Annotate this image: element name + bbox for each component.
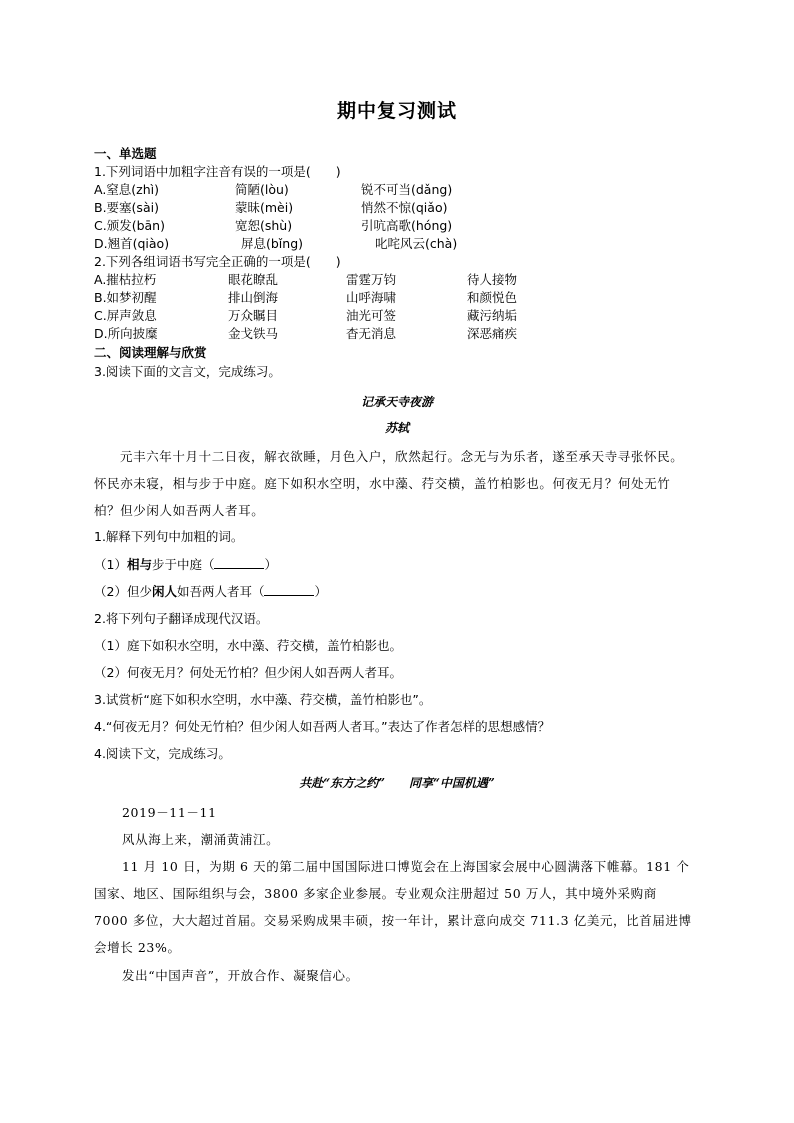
sub1-b-prefix: （2）但少 [94,584,152,599]
sub1-b-close: ） [314,584,327,599]
sub1-a-close: ） [264,557,277,572]
q1-b-1: B.要塞(sài) [94,200,159,215]
q2-b-4: 和颜悦色 [467,290,518,305]
sub-question-4: 4.“何夜无月？何处无竹柏？但少闲人如吾两人者耳。”表达了作者怎样的思想感情？ [94,719,551,734]
q1-c-3: 引吭高歌(hóng) [361,218,453,233]
q1-a-1: A.窒息(zhì) [94,182,160,197]
sub-question-1-b [94,583,327,601]
q2-b-3: 山呼海啸 [346,290,397,305]
q2-d-2: 金戈铁马 [228,326,279,341]
q1-b-2: 蒙昧(mèi) [235,200,294,215]
answer-blank[interactable] [264,583,314,596]
q2-c-3: 油光可签 [346,308,397,323]
q1-d-3: 叱咤风云(chà) [375,236,458,251]
sub1-b-suffix: 如吾两人者耳（ [176,584,265,599]
sub1-b-bold-word: 闲人 [151,584,177,599]
q2-c-1: C.屏声敛息 [94,308,157,323]
sub-question-3: 3.试赏析“庭下如积水空明，水中藻、荇交横，盖竹柏影也”。 [94,692,432,707]
section-heading-reading: 二、阅读理解与欣赏 [94,345,207,360]
sub-question-2-a: （1）庭下如积水空明，水中藻、荇交横，盖竹柏影也。 [94,638,402,653]
q1-c-2: 宽恕(shù) [235,218,293,233]
sub1-a-suffix: 步于中庭（ [151,557,215,572]
q2-a-4: 待人接物 [467,272,518,287]
sub-question-1-a [94,556,277,574]
section-heading-single-choice: 一、单选题 [94,146,157,161]
article-title: 共赴“东方之约” 同享“中国机遇” [299,776,495,790]
sub1-a-prefix: （1） [94,557,127,572]
q2-a-3: 雷霆万钧 [346,272,397,287]
q1-a-3: 锐不可当(dǎng) [361,182,453,197]
q2-a-1: A.摧枯拉朽 [94,272,157,287]
classic-author: 苏轼 [384,421,409,435]
sub-question-2-b: （2）何夜无月？何处无竹柏？但少闲人如吾两人者耳。 [94,665,402,680]
q1-d-1: D.翘首(qiào) [94,236,170,251]
sub1-a-bold-word: 相与 [126,557,152,572]
page-title: 期中复习测试 [336,100,457,122]
sub-question-1: 1.解释下列句中加粗的词。 [94,529,244,544]
q1-d-2: 屏息(bǐng) [241,236,304,251]
q2-d-4: 深恶痛疾 [467,326,518,341]
q2-d-3: 杳无消息 [346,326,397,341]
article-paragraph-3: 发出“中国声音”，开放合作、凝聚信心。 [122,968,359,983]
q1-b-3: 悄然不惊(qiǎo) [361,200,448,215]
article-paragraph-2: 11 月 10 日，为期 6 天的第二届中国国际进口博览会在上海国家会展中心圆满落下帷幕。181 个国家、地区、国际组织与会，3800 多家企业参展。专业观众注册超过 50 万人，其中境外采购商 7000 多位，大大超过首届。交易采购成果丰硕，按一年计，累计意向成交 711.3 亿美元，比首届进博会增长 23%。 [94,859,692,955]
q2-b-1: B.如梦初醒 [94,290,157,305]
question-3-intro: 3.阅读下面的文言文，完成练习。 [94,364,281,379]
q2-d-1: D.所向披糜 [94,326,158,341]
q2-c-4: 藏污纳垢 [467,308,518,323]
answer-blank[interactable] [214,556,264,569]
classic-title: 记承天寺夜游 [360,395,433,409]
q2-a-2: 眼花瞭乱 [228,272,279,287]
q2-c-2: 万众瞩目 [228,308,279,323]
article-date: 2019－11－11 [122,805,217,820]
sub-question-2: 2.将下列句子翻译成现代汉语。 [94,611,269,626]
q1-a-2: 简陋(lòu) [235,182,289,197]
classic-text: 元丰六年十月十二日夜，解衣欲睡，月色入户，欣然起行。念无与为乐者，遂至承天寺寻张怀民。怀民亦未寝，相与步于中庭。庭下如积水空明，水中藻、荇交横，盖竹柏影也。何夜无月？何处无竹柏？但少闲人如吾两人者耳。 [94,449,684,518]
question-4-intro: 4.阅读下文，完成练习。 [94,746,231,761]
q2-b-2: 排山倒海 [228,290,279,305]
q1-c-1: C.颁发(bān) [94,218,165,233]
article-paragraph-1: 风从海上来，潮涌黄浦江。 [122,832,280,847]
question-2-stem: 2.下列各组词语书写完全正确的一项是( ) [94,254,341,269]
question-1-stem: 1.下列词语中加粗字注音有误的一项是( ) [94,164,341,179]
